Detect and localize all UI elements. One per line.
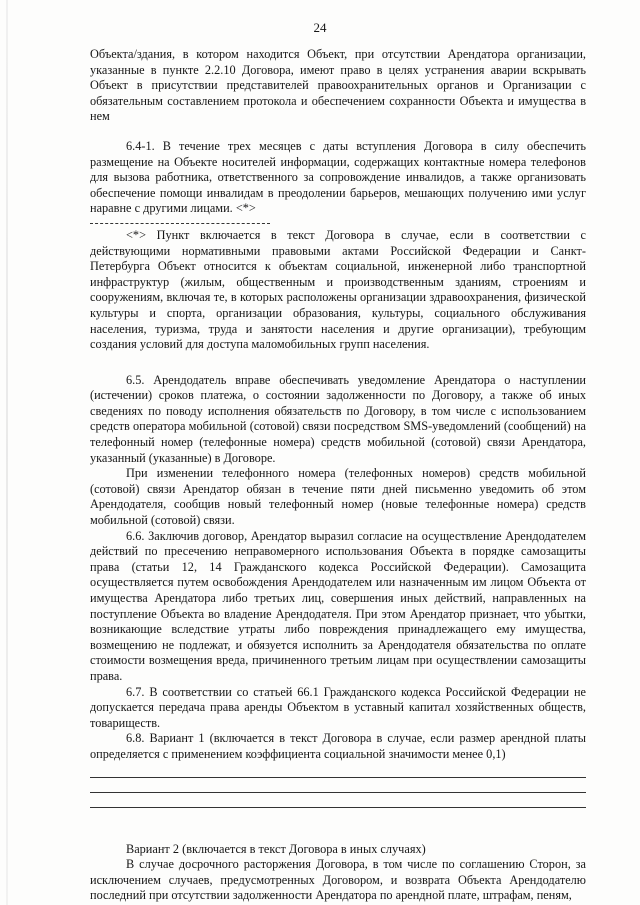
paragraph-variant-2: Вариант 2 (включается в текст Договора в иных случаях)	[126, 841, 426, 856]
paragraph-phone-change: При изменении телефонного номера (телефонных номеров) средств мобильной (сотовой) связи Арендатор обязан в течение пяти дней письменно уведомить об этом Арендодателя, сообщив новый телефонный номер (новые телефонные номера) средств мобильной (сотовой) связи.	[90, 466, 586, 528]
paragraph-6-5: 6.5. Арендодатель вправе обеспечивать уведомление Арендатора о наступлении (истечении) сроков платежа, о состоянии задолженности по Договору, а также об иных сведениях по поводу исполнения обязательств по Договору, в том числе с использованием средств оператора мобильной (сотовой) связи посредством SMS-уведомлений (сообщений) на телефонный номер (телефонные номера) средств мобильной (сотовой) связи Арендатора, указанный (указанные) в Договоре.	[90, 372, 586, 465]
paragraph-6-8: 6.8. Вариант 1 (включается в текст Договора в случае, если размер арендной платы определяется с применением коэффициента социальной значимости менее 0,1)	[90, 731, 586, 761]
scan-edge	[6, 0, 8, 905]
page-number: 24	[313, 20, 327, 35]
footnote-text: <*> Пункт включается в текст Договора в случае, если в соответствии с действующими нормативными правовыми актами Российской Федерации и Санкт-Петербурга Объект относится к объектам социальной, инженерной либо транспортной инфраструктур (жилым, общественным и производственным зданиям, строениям и сооружениям, включая те, в которых расположены организации здравоохранения, физической культуры и спорта, организации образования, культуры, социального обслуживания населения, туризма, труда и занятости населения и другие организации), требующим создания условий для доступа маломобильных групп населения.	[90, 227, 586, 352]
footnote-separator	[90, 223, 270, 224]
paragraph-early-termination: В случае досрочного расторжения Договора, в том числе по соглашению Сторон, за исключением случаев, предусмотренных Договором, и возврата Объекта Арендодателю последний при отсутствии задолженности Арендатора по арендной плате, штрафам, пеням,	[90, 857, 586, 903]
blank-fill-line	[90, 763, 586, 778]
paragraph-continuation: Объекта/здания, в котором находится Объект, при отсутствии Арендатора организации, указанные в пункте 2.2.10 Договора, имеют право в целях устранения аварии вскрывать Объект в присутствии представителей правоохранительных органов и Организации с обязательным составлением протокола и обеспечением сохранности Объекта и имущества в нем	[90, 47, 586, 124]
paragraph-6-6: 6.6. Заключив договор, Арендатор выразил согласие на осуществление Арендодателем действий по пресечению неправомерного использования Объекта в порядке самозащиты права (статьи 12, 14 Гражданского кодекса Российской Федерации). Самозащита осуществляется путем освобождения Арендодателем или назначенным им лицом Объекта от имущества Арендатора либо третьих лиц, совершения иных действий, направленных на поступление Объекта во владение Арендодателя. При этом Арендатор признает, что убытки, возникающие вследствие утраты либо повреждения принадлежащего ему имущества, возмещению не подлежат, и обязуется исполнить за Арендодателя обязательства по оплате стоимости возмещения вреда, причиненного третьим лицам при осуществлении самозащиты права.	[90, 528, 586, 683]
paragraph-6-4-1: 6.4-1. В течение трех месяцев с даты вступления Договора в силу обеспечить размещение на Объекте носителей информации, содержащих контактные номера телефонов для вызова работника, ответственного за сопровождение инвалидов, а также организовать обеспечение помощи инвалидам в преодолении барьеров, мешающих получению ими услуг наравне с другими лицами. <*>	[90, 138, 586, 216]
paragraph-6-7: 6.7. В соответствии со статьей 66.1 Гражданского кодекса Российской Федерации не допускается передача права аренды Объектом в уставный капитал хозяйственных обществ, товариществ.	[90, 684, 586, 730]
document-body	[90, 47, 586, 904]
blank-fill-line	[90, 793, 586, 808]
blank-fill-line	[90, 778, 586, 793]
